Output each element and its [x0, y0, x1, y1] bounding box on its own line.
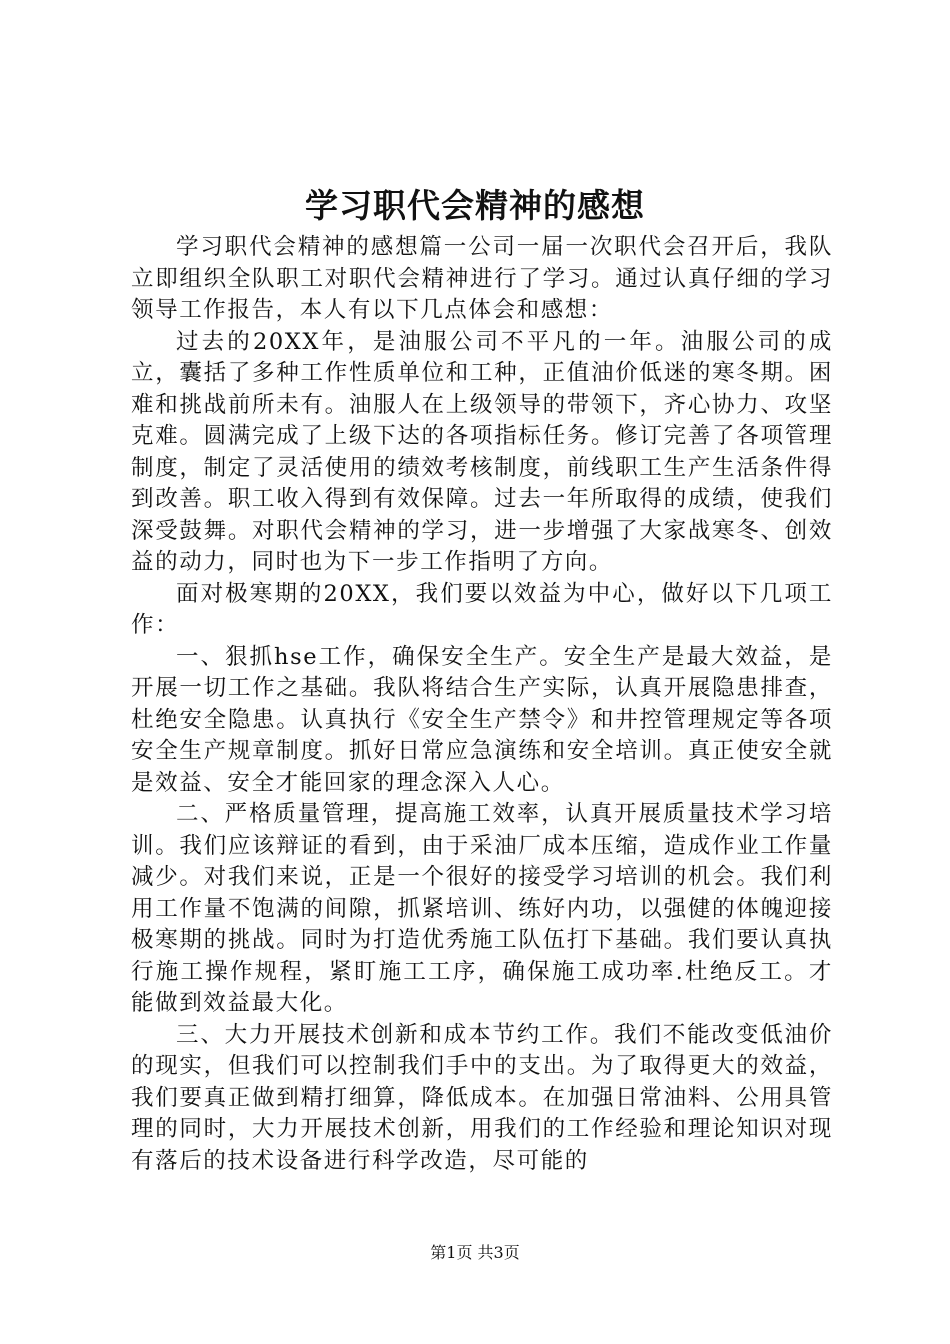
paragraph-work-intro: 面对极寒期的20XX，我们要以效益为中心，做好以下几项工作：	[131, 580, 833, 638]
paragraph-item-hse: 一、狠抓hse工作，确保安全生产。安全生产是最大效益，是开展一切工作之基础。我队将结合生产实际，认真开展隐患排查，杜绝安全隐患。认真执行《安全生产禁令》和井控管理规定等各项安全生产规章制度。抓好日常应急演练和安全培训。真正使安全就是效益、安全才能回家的理念深入人心。	[131, 643, 833, 796]
paragraph-item-innovation: 三、大力开展技术创新和成本节约工作。我们不能改变低油价的现实，但我们可以控制我们手中的支出。为了取得更大的效益，我们要真正做到精打细算，降低成本。在加强日常油料、公用具管理的同时，大力开展技术创新，用我们的工作经验和理论知识对现有落后的技术设备进行科学改造，尽可能的	[131, 1021, 833, 1174]
document-title: 学习职代会精神的感想	[305, 186, 645, 225]
document-body	[131, 232, 833, 1177]
paragraph-item-quality: 二、严格质量管理，提高施工效率，认真开展质量技术学习培训。我们应该辩证的看到，由于采油厂成本压缩，造成作业工作量减少。对我们来说，正是一个很好的接受学习培训的机会。我们利用工作量不饱满的间隙，抓紧培训、练好内功，以强健的体魄迎接极寒期的挑战。同时为打造优秀施工队伍打下基础。我们要认真执行施工操作规程，紧盯施工工序，确保施工成功率.杜绝反工。才能做到效益最大化。	[131, 801, 833, 1016]
page-number-footer: 第1页 共3页	[430, 1243, 520, 1262]
paragraph-intro: 学习职代会精神的感想篇一公司一届一次职代会召开后，我队立即组织全队职工对职代会精神进行了学习。通过认真仔细的学习领导工作报告，本人有以下几点体会和感想：	[131, 234, 833, 323]
paragraph-past-year: 过去的20XX年，是油服公司不平凡的一年。油服公司的成立，囊括了多种工作性质单位和工种，正值油价低迷的寒冬期。困难和挑战前所未有。油服人在上级领导的带领下，齐心协力、攻坚克难。圆满完成了上级下达的各项指标任务。修订完善了各项管理制度，制定了灵活使用的绩效考核制度，前线职工生产生活条件得到改善。职工收入得到有效保障。过去一年所取得的成绩，使我们深受鼓舞。对职代会精神的学习，进一步增强了大家战寒冬、创效益的动力，同时也为下一步工作指明了方向。	[131, 328, 833, 575]
